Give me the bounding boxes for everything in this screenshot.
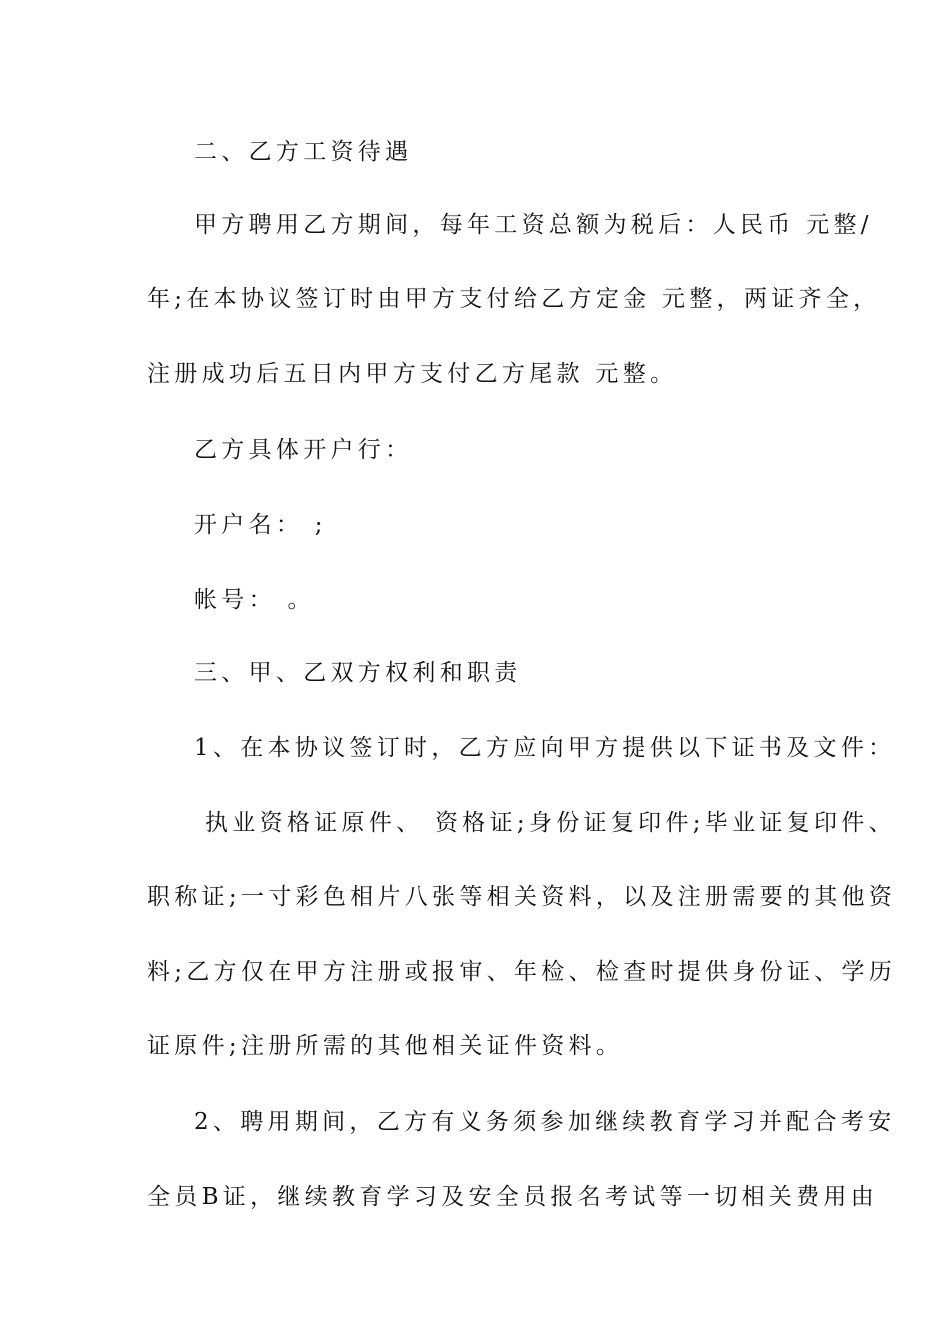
paragraph-line: 注册成功后五日内甲方支付乙方尾款 元整。 xyxy=(147,361,678,387)
paragraph-line: 证原件;注册所需的其他相关证件资料。 xyxy=(147,1033,624,1059)
section-heading-rights: 三、甲、乙双方权利和职责 xyxy=(194,660,522,686)
account-name-line: 开户名： ; xyxy=(194,512,327,538)
paragraph-line: 执业资格证原件、 资格证;身份证复印件;毕业证复印件、 xyxy=(205,810,896,836)
account-number-line: 帐号： 。 xyxy=(194,587,315,613)
paragraph-line: 1、在本协议签订时，乙方应向甲方提供以下证书及文件： xyxy=(194,735,896,761)
paragraph-line: 2、聘用期间，乙方有义务须参加继续教育学习并配合考安 xyxy=(194,1109,896,1135)
paragraph-line: 年;在本协议签订时由甲方支付给乙方定金 元整，两证齐全， xyxy=(147,286,881,312)
section-heading-salary: 二、乙方工资待遇 xyxy=(194,139,413,165)
paragraph-line: 料;乙方仅在甲方注册或报审、年检、检查时提供身份证、学历 xyxy=(147,959,897,985)
paragraph-line: 甲方聘用乙方期间，每年工资总额为税后：人民币 元整/ xyxy=(194,212,873,238)
paragraph-line: 职称证;一寸彩色相片八张等相关资料，以及注册需要的其他资 xyxy=(147,884,897,910)
paragraph-line: 全员B证，继续教育学习及安全员报名考试等一切相关费用由 xyxy=(147,1184,879,1210)
bank-heading: 乙方具体开户行： xyxy=(194,437,413,463)
